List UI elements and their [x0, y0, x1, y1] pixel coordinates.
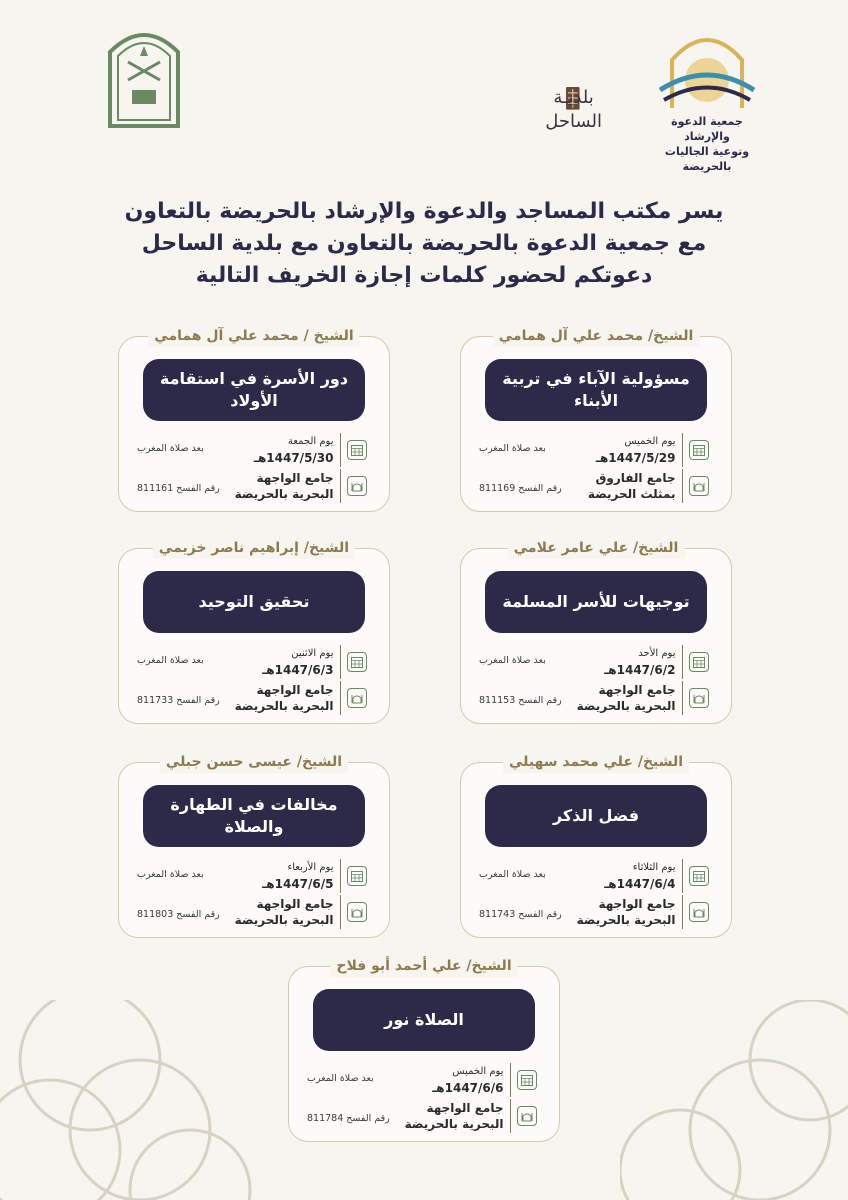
location-row: [235, 895, 367, 929]
permit-number: رقم الفسح 811161: [137, 483, 220, 494]
municipality-name-line1: بلديـة: [553, 87, 594, 108]
mosque-line1: جامع الفاروق: [595, 471, 676, 485]
mosque-icon: [689, 688, 709, 708]
calendar-icon: [347, 440, 367, 460]
date-row: [596, 433, 709, 467]
divider: [340, 895, 342, 929]
mosque-icon: [347, 688, 367, 708]
mosque-line1: جامع الواجهة: [256, 897, 334, 911]
day-label: يوم الأحد: [638, 648, 676, 659]
day-label: يوم الخميس: [624, 436, 676, 447]
date-value: 1447/6/2هـ: [604, 663, 676, 677]
date-text: [432, 1064, 503, 1096]
municipality-name-line2: الساحل: [545, 111, 602, 132]
divider: [340, 681, 342, 715]
date-row: [254, 433, 367, 467]
prayer-time: بعد صلاة المغرب: [479, 655, 546, 666]
sheikh-name: الشيخ/ محمد علي آل همامي: [493, 325, 700, 347]
lecture-card: [460, 328, 732, 512]
sheikh-name: الشيخ/ عيسى حسن جبلي: [160, 751, 348, 773]
date-value: 1447/5/30هـ: [253, 451, 334, 465]
location-row: [577, 681, 709, 715]
permit-number: رقم الفسح 811169: [479, 483, 562, 494]
date-text: [596, 434, 676, 466]
lecture-title: فضل الذكر: [485, 785, 707, 847]
lecture-title: دور الأسرة في استقامة الأولاد: [143, 359, 365, 421]
mosque-line2: البحرية بالحريضة: [576, 913, 676, 927]
divider: [682, 859, 684, 893]
association-name: [652, 114, 762, 174]
day-label: يوم الأربعاء: [287, 862, 334, 873]
date-row: [262, 859, 367, 893]
mosque-icon: [347, 902, 367, 922]
lecture-card: [118, 540, 390, 724]
lecture-title: توجيهات للأسر المسلمة: [485, 571, 707, 633]
lecture-title: مخالفات في الطهارة والصلاة: [143, 785, 365, 847]
mosque-line2: بمثلث الحريضة: [587, 487, 676, 501]
municipality-name: [545, 86, 602, 134]
sheikh-name: الشيخ / محمد علي آل همامي: [148, 325, 359, 347]
prayer-time: بعد صلاة المغرب: [479, 869, 546, 880]
prayer-time: بعد صلاة المغرب: [137, 869, 204, 880]
calendar-icon: [517, 1070, 537, 1090]
permit-number: رقم الفسح 811803: [137, 909, 220, 920]
mosque-line2: البحرية بالحريضة: [234, 913, 334, 927]
association-logo: [652, 20, 762, 173]
location-row: [235, 681, 367, 715]
location-row: [588, 469, 709, 503]
calendar-icon: [689, 440, 709, 460]
ministry-emblem-icon: [104, 22, 184, 130]
date-text: [262, 646, 333, 678]
prayer-time: بعد صلاة المغرب: [479, 443, 546, 454]
permit-number: رقم الفسح 811733: [137, 695, 220, 706]
location-row: [235, 469, 367, 503]
mosque-text: [405, 1100, 504, 1132]
mosque-text: [577, 682, 676, 714]
location-row: [405, 1099, 537, 1133]
mosque-line1: جامع الواجهة: [256, 683, 334, 697]
date-text: [262, 860, 333, 892]
divider: [510, 1099, 512, 1133]
sheikh-name: الشيخ/ علي عامر علامي: [508, 537, 685, 559]
mosque-text: [577, 896, 676, 928]
divider: [682, 469, 684, 503]
calendar-icon: [347, 652, 367, 672]
association-name-line2: وتوعية الجاليات بالحريضة: [664, 145, 750, 173]
mosque-line1: جامع الواجهة: [256, 471, 334, 485]
permit-number: رقم الفسح 811153: [479, 695, 562, 706]
mosque-line1: جامع الواجهة: [426, 1101, 504, 1115]
lecture-card: [118, 754, 390, 938]
divider: [340, 433, 342, 467]
divider: [682, 645, 684, 679]
mosque-dome-icon: [652, 20, 762, 110]
prayer-time: بعد صلاة المغرب: [137, 443, 204, 454]
date-row: [604, 859, 709, 893]
date-value: 1447/6/3هـ: [262, 663, 334, 677]
mosque-line2: البحرية بالحريضة: [234, 699, 334, 713]
mosque-text: [235, 896, 334, 928]
islamic-pattern-left: [0, 1000, 260, 1200]
date-value: 1447/6/6هـ: [432, 1081, 504, 1095]
sheikh-name: الشيخ/ إبراهيم ناصر خزيمي: [153, 537, 355, 559]
prayer-time: بعد صلاة المغرب: [307, 1073, 374, 1084]
mosque-text: [588, 470, 676, 502]
day-label: يوم الخميس: [452, 1066, 504, 1077]
calendar-icon: [689, 652, 709, 672]
date-row: [262, 645, 367, 679]
divider: [340, 469, 342, 503]
day-label: يوم الثلاثاء: [632, 862, 676, 873]
invitation-heading: [60, 196, 788, 292]
mosque-text: [235, 470, 334, 502]
day-label: يوم الاثنين: [291, 648, 334, 659]
lecture-card: [288, 958, 560, 1142]
sheikh-name: الشيخ/ علي أحمد أبو فلاح: [330, 955, 517, 977]
divider: [340, 645, 342, 679]
prayer-time: بعد صلاة المغرب: [137, 655, 204, 666]
date-text: [604, 646, 675, 678]
date-text: [604, 860, 675, 892]
heading-line3: دعوتكم لحضور كلمات إجازة الخريف التالية: [195, 263, 653, 288]
heading-line1: يسر مكتب المساجد والدعوة والإرشاد بالحريضة بالتعاون: [124, 199, 724, 224]
date-row: [432, 1063, 537, 1097]
date-row: [604, 645, 709, 679]
mosque-icon: [517, 1106, 537, 1126]
mosque-text: [235, 682, 334, 714]
lecture-title: تحقيق التوحيد: [143, 571, 365, 633]
date-value: 1447/6/5هـ: [262, 877, 334, 891]
islamic-pattern-right: [620, 1000, 848, 1200]
permit-number: رقم الفسح 811743: [479, 909, 562, 920]
date-value: 1447/6/4هـ: [604, 877, 676, 891]
association-name-line1: جمعية الدعوة والإرشاد: [671, 115, 743, 143]
divider: [510, 1063, 512, 1097]
divider: [682, 433, 684, 467]
mosque-icon: [347, 476, 367, 496]
mosque-icon: [689, 902, 709, 922]
divider: [682, 895, 684, 929]
divider: [682, 681, 684, 715]
lecture-title: الصلاة نور: [313, 989, 535, 1051]
sheikh-name: الشيخ/ علي محمد سهيلي: [503, 751, 689, 773]
day-label: يوم الجمعة: [287, 436, 334, 447]
mosque-line2: البحرية بالحريضة: [404, 1117, 504, 1131]
lecture-card: [460, 754, 732, 938]
date-text: [254, 434, 334, 466]
permit-number: رقم الفسح 811784: [307, 1113, 390, 1124]
mosque-line1: جامع الواجهة: [598, 897, 676, 911]
location-row: [577, 895, 709, 929]
lecture-card: [460, 540, 732, 724]
divider: [340, 859, 342, 893]
mosque-line2: البحرية بالحريضة: [576, 699, 676, 713]
calendar-icon: [689, 866, 709, 886]
calendar-icon: [347, 866, 367, 886]
mosque-line1: جامع الواجهة: [598, 683, 676, 697]
mosque-line2: البحرية بالحريضة: [234, 487, 334, 501]
heading-line2: مع جمعية الدعوة بالحريضة بالتعاون مع بلدية الساحل: [141, 231, 707, 256]
mosque-icon: [689, 476, 709, 496]
date-value: 1447/5/29هـ: [595, 451, 676, 465]
lecture-title: مسؤولية الآباء في تربية الأبناء: [485, 359, 707, 421]
lecture-card: [118, 328, 390, 512]
